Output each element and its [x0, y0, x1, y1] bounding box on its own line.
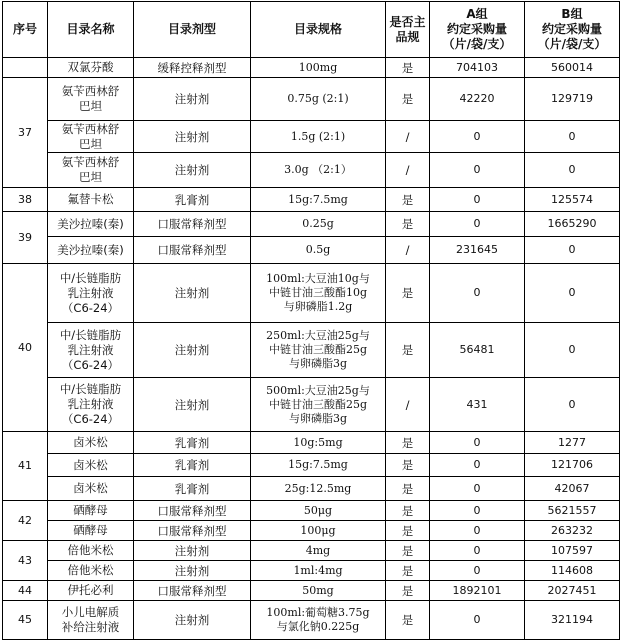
- cell-name-line: 卤米松: [73, 481, 108, 495]
- table-row: [3, 188, 620, 212]
- cell-name: [48, 237, 134, 264]
- cell-spec-line: 0.75g (2:1): [287, 92, 349, 105]
- cell-group-b: 42067: [525, 477, 620, 501]
- cell-spec: [251, 581, 386, 601]
- cell-is-main: 是: [386, 432, 430, 454]
- cell-name-line: 小儿电解质: [61, 605, 120, 619]
- cell-name-line: 巴坦: [79, 170, 102, 184]
- cell-name: [48, 78, 134, 121]
- header-group-a-line: （片/袋/支）: [442, 37, 512, 51]
- cell-spec-line: 与卵磷脂1.2g: [283, 300, 353, 313]
- cell-spec-line: 25g:12.5mg: [284, 481, 352, 495]
- cell-index: 42: [3, 501, 48, 541]
- cell-name-line: 中/长链脂肪: [59, 382, 122, 396]
- cell-spec: [251, 188, 386, 212]
- table-row: [3, 432, 620, 454]
- cell-group-a: 0: [430, 601, 525, 640]
- cell-dosage-form: 注射剂: [134, 323, 251, 378]
- cell-dosage-form: 注射剂: [134, 601, 251, 640]
- cell-is-main: /: [386, 121, 430, 153]
- cell-name: [48, 454, 134, 477]
- cell-group-a: 0: [430, 121, 525, 153]
- cell-is-main: 是: [386, 501, 430, 521]
- cell-name: [48, 501, 134, 521]
- cell-name-line: （C6-24）: [61, 412, 120, 426]
- cell-spec-line: 0.5g: [305, 243, 331, 256]
- cell-spec-line: 1ml:4mg: [293, 563, 343, 577]
- cell-dosage-form: 口服常释剂型: [134, 212, 251, 237]
- cell-name: [48, 477, 134, 501]
- cell-is-main: /: [386, 237, 430, 264]
- cell-is-main: 是: [386, 477, 430, 501]
- table-row: [3, 521, 620, 541]
- cell-dosage-form: 注射剂: [134, 378, 251, 432]
- cell-spec: [251, 432, 386, 454]
- header-group-a-line: A组: [466, 7, 488, 21]
- cell-name: [48, 561, 134, 581]
- cell-name-line: 美沙拉嗪(秦): [57, 242, 124, 257]
- cell-group-b: 114608: [525, 561, 620, 581]
- cell-is-main: 是: [386, 601, 430, 640]
- cell-is-main: 是: [386, 212, 430, 237]
- cell-spec: [251, 212, 386, 237]
- cell-dosage-form: 口服常释剂型: [134, 237, 251, 264]
- header-name: 目录名称: [48, 2, 134, 58]
- cell-spec-line: 1.5g (2:1): [290, 129, 346, 143]
- cell-group-b: 0: [525, 153, 620, 188]
- cell-spec: [251, 58, 386, 78]
- cell-name-line: 乳注射液: [67, 285, 114, 300]
- cell-name: [48, 212, 134, 237]
- cell-index: 39: [3, 212, 48, 264]
- cell-group-b: 321194: [525, 601, 620, 640]
- cell-spec: [251, 378, 386, 432]
- cell-group-a: 0: [430, 561, 525, 581]
- cell-spec-line: 中链甘油三酸酯25g: [268, 397, 368, 411]
- cell-name: [48, 58, 134, 78]
- table-row: [3, 541, 620, 561]
- table-row: [3, 58, 620, 78]
- cell-is-main: 是: [386, 581, 430, 601]
- cell-is-main: /: [386, 153, 430, 188]
- cell-group-b: 0: [525, 378, 620, 432]
- cell-spec-line: 4mg: [305, 543, 331, 557]
- cell-is-main: 是: [386, 264, 430, 323]
- table-row: [3, 153, 620, 188]
- cell-group-b: 125574: [525, 188, 620, 212]
- cell-dosage-form: 乳膏剂: [134, 432, 251, 454]
- cell-spec: [251, 521, 386, 541]
- cell-name: [48, 188, 134, 212]
- cell-group-b: 1277: [525, 432, 620, 454]
- cell-group-b: 5621557: [525, 501, 620, 521]
- cell-name-line: 美沙拉嗪(秦): [57, 216, 124, 231]
- cell-name: [48, 264, 134, 323]
- table-row: [3, 581, 620, 601]
- cell-name: [48, 521, 134, 541]
- cell-name-line: 伊托必利: [67, 583, 114, 597]
- cell-group-b: 121706: [525, 454, 620, 477]
- cell-name-line: 巴坦: [79, 99, 102, 113]
- cell-spec-line: 中链甘油三酸酯10g: [268, 286, 368, 299]
- cell-spec-line: 10g:5mg: [293, 435, 343, 449]
- cell-name: [48, 581, 134, 601]
- cell-spec-line: 与卵磷脂3g: [288, 411, 348, 425]
- cell-name-line: 巴坦: [79, 136, 102, 151]
- cell-name-line: 倍他米松: [67, 563, 114, 577]
- cell-name: [48, 541, 134, 561]
- header-group-a: [430, 2, 525, 58]
- cell-spec-line: 0.25g: [302, 217, 334, 230]
- cell-spec: [251, 541, 386, 561]
- cell-name-line: 中/长链脂肪: [59, 270, 122, 285]
- cell-dosage-form: 注射剂: [134, 541, 251, 561]
- cell-index: 43: [3, 541, 48, 581]
- cell-name-line: 硒酵母: [73, 523, 108, 537]
- table-row: [3, 237, 620, 264]
- cell-dosage-form: 乳膏剂: [134, 188, 251, 212]
- cell-dosage-form: 乳膏剂: [134, 477, 251, 501]
- cell-spec: [251, 561, 386, 581]
- cell-name: [48, 121, 134, 153]
- cell-name-line: 倍他米松: [67, 543, 114, 557]
- cell-name-line: 补给注射液: [61, 620, 120, 634]
- cell-spec: [251, 323, 386, 378]
- cell-dosage-form: 口服常释剂型: [134, 501, 251, 521]
- cell-name: [48, 323, 134, 378]
- cell-group-a: 0: [430, 212, 525, 237]
- table-row: [3, 378, 620, 432]
- cell-group-b: 0: [525, 237, 620, 264]
- cell-spec: [251, 237, 386, 264]
- cell-spec-line: 100μg: [300, 523, 336, 537]
- header-index: 序号: [3, 2, 48, 58]
- header-group-b-line: （片/袋/支）: [537, 37, 607, 51]
- cell-spec: [251, 121, 386, 153]
- cell-spec: [251, 264, 386, 323]
- cell-spec-line: 与氯化钠0.225g: [276, 620, 360, 633]
- cell-dosage-form: 注射剂: [134, 561, 251, 581]
- cell-is-main: 是: [386, 58, 430, 78]
- cell-group-a: 704103: [430, 58, 525, 78]
- header-is-main: [386, 2, 430, 58]
- cell-index: 41: [3, 432, 48, 501]
- cell-group-a: 0: [430, 521, 525, 541]
- header-group-b-line: B组: [561, 7, 583, 21]
- header-group-a-line: 约定采购量: [446, 22, 507, 36]
- cell-spec-line: 3.0g （2:1）: [284, 163, 352, 176]
- cell-index: 37: [3, 78, 48, 188]
- cell-spec-line: 100mg: [298, 60, 338, 74]
- cell-index: 38: [3, 188, 48, 212]
- cell-name-line: 卤米松: [73, 457, 108, 472]
- header-spec: 目录规格: [251, 2, 386, 58]
- cell-spec: [251, 477, 386, 501]
- cell-name-line: 乳注射液: [67, 342, 114, 357]
- cell-name-line: （C6-24）: [61, 357, 120, 372]
- cell-is-main: 是: [386, 561, 430, 581]
- cell-spec-line: 15g:7.5mg: [288, 458, 348, 471]
- cell-group-a: 0: [430, 541, 525, 561]
- table-row: [3, 561, 620, 581]
- header-dosage-form: 目录剂型: [134, 2, 251, 58]
- cell-is-main: 是: [386, 78, 430, 121]
- cell-is-main: /: [386, 378, 430, 432]
- cell-name-line: 卤米松: [73, 435, 108, 449]
- cell-is-main: 是: [386, 323, 430, 378]
- cell-name-line: 双氯芬酸: [67, 60, 114, 74]
- cell-name-line: 硒酵母: [73, 503, 108, 517]
- cell-dosage-form: 缓释控释剂型: [134, 58, 251, 78]
- cell-group-a: 0: [430, 432, 525, 454]
- cell-dosage-form: 注射剂: [134, 78, 251, 121]
- table-row: [3, 323, 620, 378]
- cell-index: 40: [3, 264, 48, 432]
- cell-spec: [251, 78, 386, 121]
- cell-name-line: 氟替卡松: [67, 192, 114, 206]
- cell-name: [48, 432, 134, 454]
- cell-group-a: 0: [430, 477, 525, 501]
- header-group-b: [525, 2, 620, 58]
- table-row: [3, 264, 620, 323]
- header-is-main-line: 是否主: [389, 14, 426, 29]
- cell-spec-line: 中链甘油三酸酯25g: [268, 343, 368, 356]
- table-row: [3, 212, 620, 237]
- cell-group-b: 0: [525, 323, 620, 378]
- cell-group-a: 0: [430, 153, 525, 188]
- cell-name-line: 氨苄西林舒: [61, 155, 120, 169]
- cell-spec: [251, 501, 386, 521]
- table-row: [3, 501, 620, 521]
- cell-group-a: 0: [430, 188, 525, 212]
- cell-spec-line: 与卵磷脂3g: [288, 357, 348, 370]
- cell-group-a: 0: [430, 501, 525, 521]
- cell-spec-line: 50μg: [303, 503, 333, 517]
- cell-name-line: 氨苄西林舒: [61, 84, 120, 98]
- cell-group-b: 107597: [525, 541, 620, 561]
- table-row: [3, 121, 620, 153]
- cell-spec: [251, 601, 386, 640]
- cell-name-line: （C6-24）: [61, 300, 120, 315]
- procurement-table: [2, 1, 620, 640]
- cell-spec-line: 15g:7.5mg: [288, 192, 348, 206]
- cell-spec-line: 50mg: [302, 583, 334, 597]
- cell-group-b: 560014: [525, 58, 620, 78]
- cell-index: [3, 58, 48, 78]
- cell-name: [48, 601, 134, 640]
- cell-is-main: 是: [386, 454, 430, 477]
- table-row: [3, 477, 620, 501]
- cell-group-b: 1665290: [525, 212, 620, 237]
- cell-group-b: 129719: [525, 78, 620, 121]
- cell-name: [48, 378, 134, 432]
- cell-group-a: 42220: [430, 78, 525, 121]
- cell-dosage-form: 乳膏剂: [134, 454, 251, 477]
- header-group-b-line: 约定采购量: [541, 22, 602, 36]
- cell-group-a: 1892101: [430, 581, 525, 601]
- cell-spec-line: 100ml:大豆油10g与: [266, 272, 370, 285]
- cell-is-main: 是: [386, 541, 430, 561]
- cell-spec-line: 500ml:大豆油25g与: [266, 383, 370, 397]
- cell-name-line: 氨苄西林舒: [61, 121, 120, 136]
- cell-index: 44: [3, 581, 48, 601]
- cell-spec-line: 100ml:葡萄糖3.75g: [266, 606, 370, 619]
- cell-spec: [251, 153, 386, 188]
- cell-group-a: 0: [430, 264, 525, 323]
- cell-index: 45: [3, 601, 48, 640]
- cell-is-main: 是: [386, 521, 430, 541]
- cell-group-a: 0: [430, 454, 525, 477]
- cell-group-b: 2027451: [525, 581, 620, 601]
- table-body: [3, 58, 620, 640]
- header-row: [3, 2, 620, 58]
- cell-name-line: 中/长链脂肪: [59, 327, 122, 342]
- cell-group-b: 0: [525, 121, 620, 153]
- cell-group-b: 0: [525, 264, 620, 323]
- cell-dosage-form: 注射剂: [134, 264, 251, 323]
- cell-name-line: 乳注射液: [67, 397, 114, 411]
- header-is-main-line: 品规: [395, 29, 420, 44]
- cell-dosage-form: 注射剂: [134, 121, 251, 153]
- cell-dosage-form: 口服常释剂型: [134, 581, 251, 601]
- cell-dosage-form: 口服常释剂型: [134, 521, 251, 541]
- table-row: [3, 601, 620, 640]
- cell-is-main: 是: [386, 188, 430, 212]
- cell-group-a: 56481: [430, 323, 525, 378]
- cell-name: [48, 153, 134, 188]
- cell-dosage-form: 注射剂: [134, 153, 251, 188]
- cell-spec-line: 250ml:大豆油25g与: [266, 329, 370, 342]
- cell-spec: [251, 454, 386, 477]
- table-row: [3, 78, 620, 121]
- cell-group-a: 231645: [430, 237, 525, 264]
- cell-group-a: 431: [430, 378, 525, 432]
- cell-group-b: 263232: [525, 521, 620, 541]
- table-row: [3, 454, 620, 477]
